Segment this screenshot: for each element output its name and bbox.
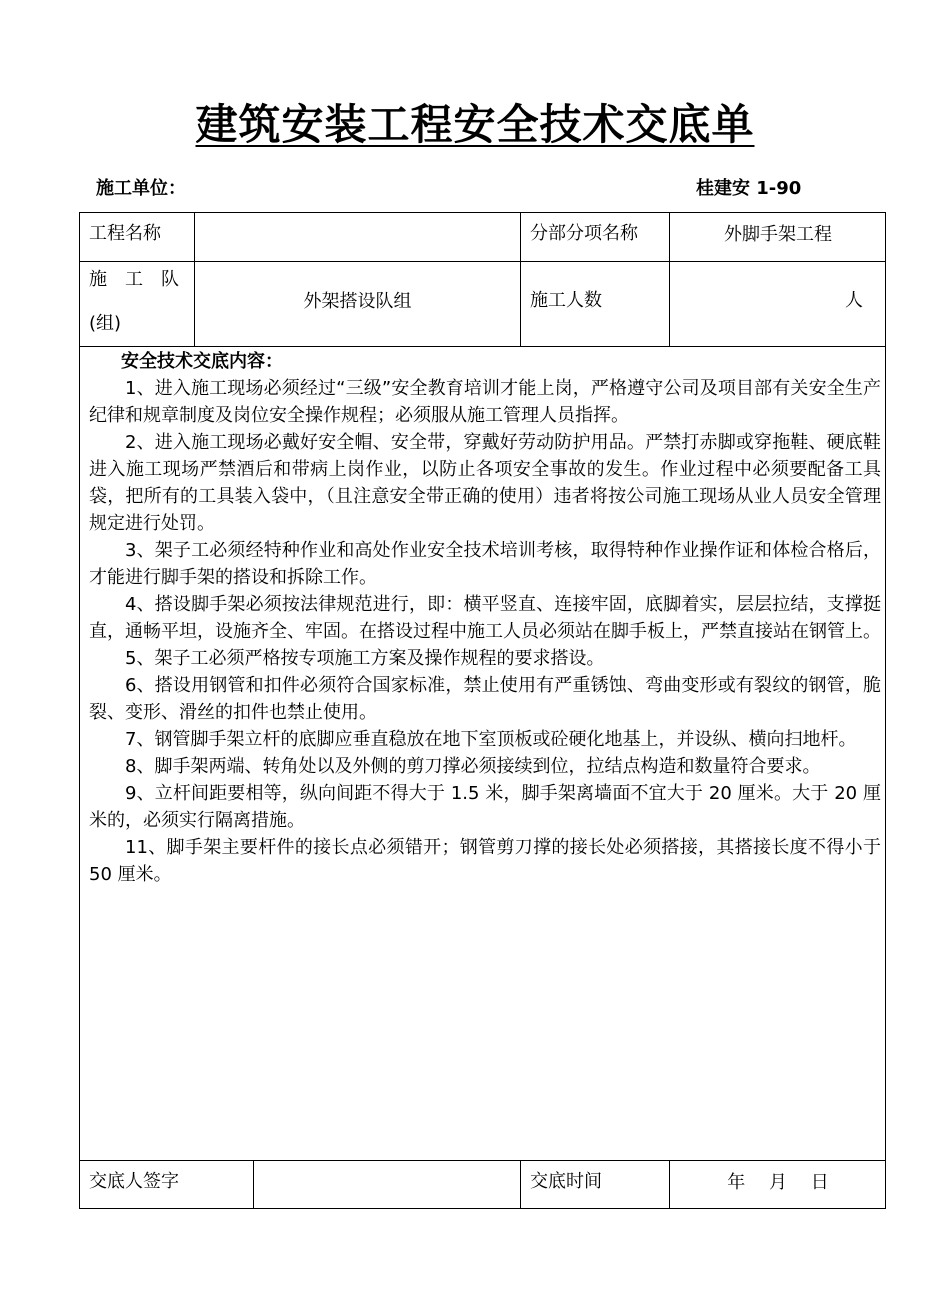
handover-date: 年 月 日 <box>727 1172 829 1193</box>
handover-time-label: 交底时间 <box>530 1171 602 1192</box>
signer-label: 交底人签字 <box>89 1171 179 1192</box>
content-item: 3、架子工必须经特种作业和高处作业安全技术培训考核，取得特种作业操作证和体检合格后，才能进行脚手架的搭设和拆除工作。 <box>89 540 881 588</box>
construction-unit-label: 施工单位： <box>96 178 186 199</box>
subproject-value: 外脚手架工程 <box>724 224 832 245</box>
content-item: 8、脚手架两端、转角处以及外侧的剪刀撑必须接续到位，拉结点构造和数量符合要求。 <box>125 756 821 777</box>
team-label-suffix: (组) <box>89 313 122 334</box>
content-item: 11、脚手架主要杆件的接长点必须错开；钢管剪刀撑的接长处必须搭接，其搭接长度不得小于 50 厘米。 <box>89 837 881 885</box>
table-divider <box>79 261 886 262</box>
subproject-label: 分部分项名称 <box>530 223 638 244</box>
content-item: 5、架子工必须严格按专项施工方案及操作规程的要求搭设。 <box>125 648 605 669</box>
table-divider <box>194 212 195 346</box>
safety-content <box>89 348 881 888</box>
workers-unit: 人 <box>845 290 863 311</box>
table-divider <box>253 1160 254 1209</box>
content-heading: 安全技术交底内容： <box>121 351 283 372</box>
content-item: 4、搭设脚手架必须按法律规范进行，即：横平竖直、连接牢固，底脚着实，层层拉结，支撑挺直，通畅平坦，设施齐全、牢固。在搭设过程中施工人员必须站在脚手板上，严禁直接站在钢管上。 <box>89 594 881 642</box>
project-name-label: 工程名称 <box>89 223 161 244</box>
team-label: 施 工 队 <box>89 269 179 290</box>
content-item: 6、搭设用钢管和扣件必须符合国家标准，禁止使用有严重锈蚀、弯曲变形或有裂纹的钢管，脆裂、变形、滑丝的扣件也禁止使用。 <box>89 675 881 723</box>
workers-label: 施工人数 <box>530 290 602 311</box>
table-divider <box>520 1160 521 1209</box>
document-title: 建筑安装工程安全技术交底单 <box>195 100 755 149</box>
document-code: 桂建安 1-90 <box>696 178 802 199</box>
content-item: 7、钢管脚手架立杆的底脚应垂直稳放在地下室顶板或砼硬化地基上，并设纵、横向扫地杆。 <box>125 729 857 750</box>
content-item: 2、进入施工现场必戴好安全帽、安全带，穿戴好劳动防护用品。严禁打赤脚或穿拖鞋、硬底鞋进入施工现场严禁酒后和带病上岗作业，以防止各项安全事故的发生。作业过程中必须要配备工具袋，把所有的工具装入袋中，（且注意安全带正确的使用）违者将按公司施工现场从业人员安全管理规定进行处罚。 <box>89 432 881 534</box>
content-item: 9、立杆间距要相等，纵向间距不得大于 1.5 米，脚手架离墙面不宜大于 20 厘米。大于 20 厘米的，必须实行隔离措施。 <box>89 783 881 831</box>
table-divider <box>79 346 886 347</box>
table-divider <box>79 1160 886 1161</box>
content-item: 1、进入施工现场必须经过“三级”安全教育培训才能上岗，严格遵守公司及项目部有关安全生产纪律和规章制度及岗位安全操作规程；必须服从施工管理人员指挥。 <box>89 378 881 426</box>
team-value: 外架搭设队组 <box>303 291 412 312</box>
table-divider <box>520 212 521 346</box>
